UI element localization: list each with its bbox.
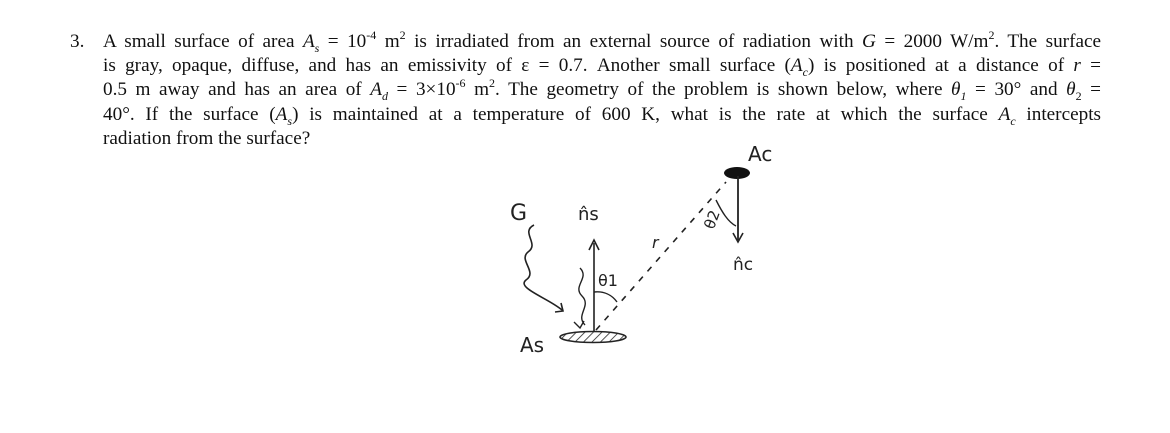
text-run: . The surface bbox=[994, 31, 1102, 52]
text-run: radiation from the surface? bbox=[103, 127, 311, 149]
text-run: ) is positioned at a distance of bbox=[807, 55, 1074, 77]
text-run: = 2000 W/m bbox=[875, 31, 989, 52]
label-ac: Ac bbox=[748, 142, 773, 166]
label-g: G bbox=[510, 201, 528, 226]
label-r: r bbox=[652, 233, 659, 252]
text-run: intercepts bbox=[1015, 103, 1101, 125]
text-run: = 3×10 bbox=[387, 79, 456, 101]
text-run: 40°. If the surface ( bbox=[103, 103, 276, 125]
text-run: . The geometry of the problem is shown below, where bbox=[495, 79, 952, 101]
symbol-A: A bbox=[790, 55, 803, 77]
subscript-c: c bbox=[802, 65, 808, 80]
exponent: -4 bbox=[366, 27, 377, 42]
label-nc: n̂c bbox=[733, 255, 754, 275]
subscript-c: c bbox=[1010, 113, 1016, 128]
symbol-G: G bbox=[862, 31, 876, 52]
exponent: 2 bbox=[489, 76, 496, 91]
text-run: is gray, opaque, diffuse, and has an emissivity of ε = 0.7. Another small surface ( bbox=[103, 55, 791, 77]
exponent: -6 bbox=[455, 76, 466, 91]
exponent: 2 bbox=[988, 27, 995, 42]
text-run: = 30° and bbox=[966, 79, 1067, 101]
text-run: m bbox=[376, 31, 400, 52]
symbol-A: A bbox=[370, 79, 382, 101]
label-as: As bbox=[520, 333, 545, 357]
emission-squiggle bbox=[579, 268, 585, 325]
symbol-theta: θ bbox=[951, 79, 961, 101]
distance-r-line bbox=[596, 182, 726, 330]
exponent: 2 bbox=[399, 27, 406, 42]
label-theta2: θ2 bbox=[700, 207, 724, 232]
subscript-s: s bbox=[314, 40, 320, 55]
symbol-A: A bbox=[302, 31, 315, 52]
label-theta1: θ1 bbox=[598, 271, 618, 290]
problem-number: 3. bbox=[70, 31, 85, 52]
symbol-theta: θ bbox=[1066, 79, 1076, 101]
text-run: = bbox=[1080, 55, 1101, 77]
symbol-A: A bbox=[275, 103, 288, 125]
text-run: = bbox=[1081, 79, 1101, 101]
subscript-2: 2 bbox=[1075, 89, 1082, 104]
theta1-arc bbox=[594, 292, 617, 302]
text-run: ) is maintained at a temperature of 600 K, what is the rate at which the surface bbox=[292, 103, 999, 125]
incident-radiation-arrow bbox=[524, 225, 562, 310]
text-run: A small surface of area bbox=[103, 31, 303, 52]
symbol-r: r bbox=[1073, 55, 1081, 77]
text-run: m bbox=[465, 79, 490, 101]
label-ns: n̂s bbox=[578, 204, 599, 225]
text-run: 0.5 m away and has an area of bbox=[103, 79, 371, 101]
subscript-d: d bbox=[381, 89, 388, 104]
surface-as-shape bbox=[560, 332, 626, 343]
symbol-A: A bbox=[998, 103, 1011, 125]
surface-ac-shape bbox=[724, 167, 750, 179]
subscript-s: s bbox=[287, 113, 293, 128]
text-run: = 10 bbox=[319, 31, 367, 52]
text-run: is irradiated from an external source of radiation with bbox=[405, 31, 863, 52]
subscript-1: 1 bbox=[960, 89, 967, 104]
